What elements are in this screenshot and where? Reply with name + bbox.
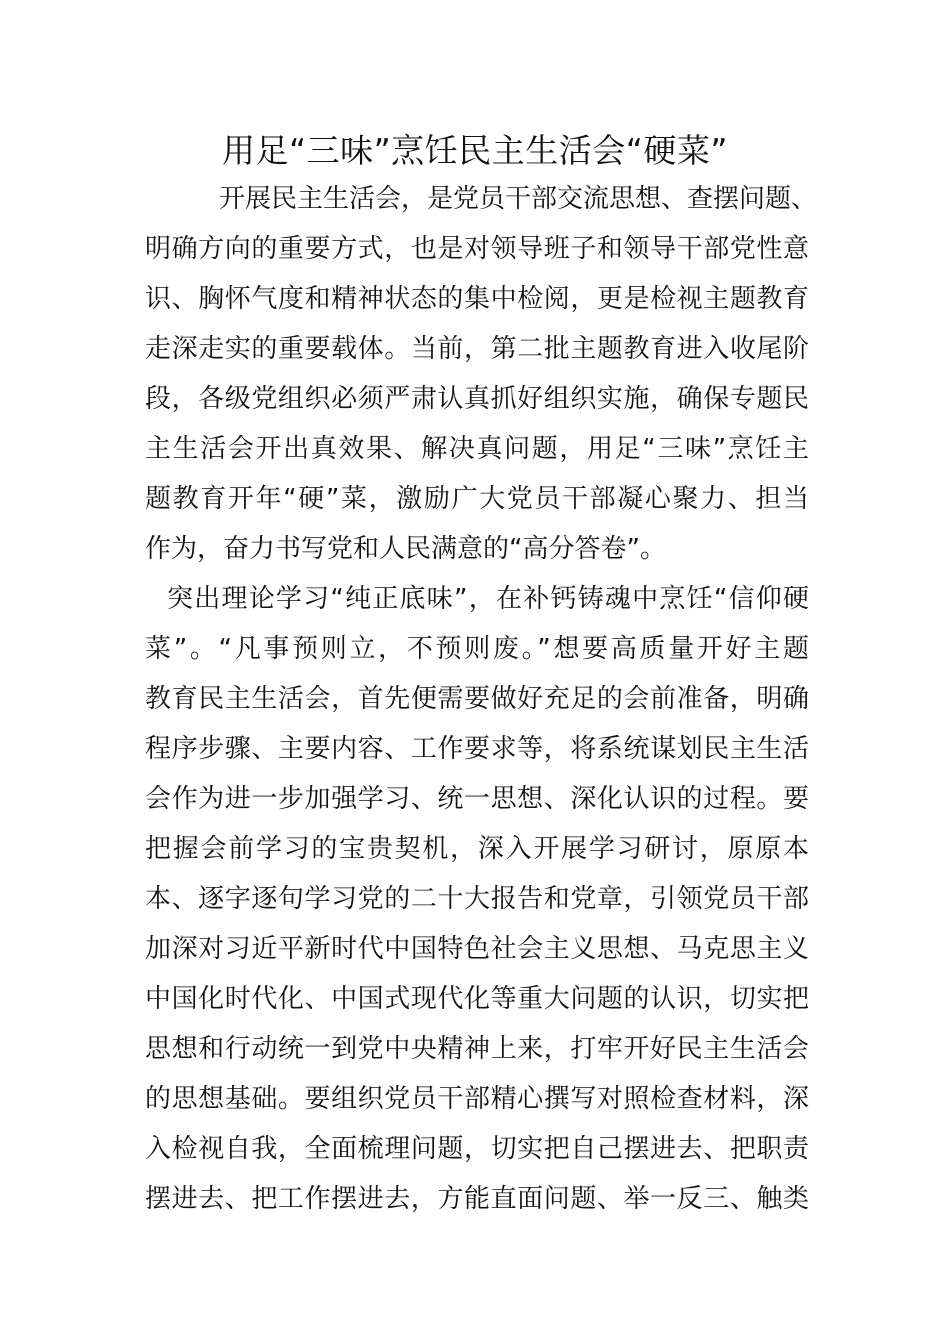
paragraph-line: 作为，奋力书写党和人民满意的“高分答卷”。 (145, 534, 666, 564)
paragraph-line: 入检视自我，全面梳理问题，切实把自己摆进去、把职责 (145, 1134, 809, 1164)
paragraph-line: 开展民主生活会，是党员干部交流思想、查摆问题、 (219, 184, 818, 214)
paragraph-line: 主生活会开出真效果、解决真问题，用足“三味”烹饪主 (145, 434, 809, 464)
document-title: 用足“三味”烹饪民主生活会“硬菜” (222, 131, 728, 170)
paragraph-line: 菜”。“凡事预则立，不预则废。”想要高质量开好主题 (145, 634, 809, 664)
paragraph-line: 中国化时代化、中国式现代化等重大问题的认识，切实把 (145, 984, 809, 1014)
paragraph-line: 走深走实的重要载体。当前，第二批主题教育进入收尾阶 (145, 334, 809, 364)
paragraph-2 (145, 574, 809, 1224)
paragraph-line: 明确方向的重要方式，也是对领导班子和领导干部党性意 (145, 234, 809, 264)
paragraph-line: 思想和行动统一到党中央精神上来，打牢开好民主生活会 (145, 1034, 809, 1064)
paragraph-line: 题教育开年“硬”菜，激励广大党员干部凝心聚力、担当 (145, 484, 809, 514)
paragraph-line: 本、逐字逐句学习党的二十大报告和党章，引领党员干部 (145, 884, 809, 914)
document-body (145, 174, 818, 1224)
paragraph-line: 会作为进一步加强学习、统一思想、深化认识的过程。要 (145, 784, 809, 814)
paragraph-line: 教育民主生活会，首先便需要做好充足的会前准备，明确 (145, 684, 809, 714)
paragraph-line: 识、胸怀气度和精神状态的集中检阅，更是检视主题教育 (145, 284, 809, 314)
paragraph-line: 加深对习近平新时代中国特色社会主义思想、马克思主义 (145, 934, 809, 964)
paragraph-line: 段，各级党组织必须严肃认真抓好组织实施，确保专题民 (145, 384, 809, 414)
paragraph-1 (145, 174, 818, 574)
paragraph-line: 的思想基础。要组织党员干部精心撰写对照检查材料，深 (145, 1084, 809, 1114)
paragraph-line: 把握会前学习的宝贵契机，深入开展学习研讨，原原本 (145, 834, 809, 864)
paragraph-line: 突出理论学习“纯正底味”，在补钙铸魂中烹饪“信仰硬 (167, 584, 809, 614)
paragraph-line: 摆进去、把工作摆进去，方能直面问题、举一反三、触类 (145, 1184, 809, 1214)
paragraph-line: 程序步骤、主要内容、工作要求等，将系统谋划民主生活 (145, 734, 809, 764)
